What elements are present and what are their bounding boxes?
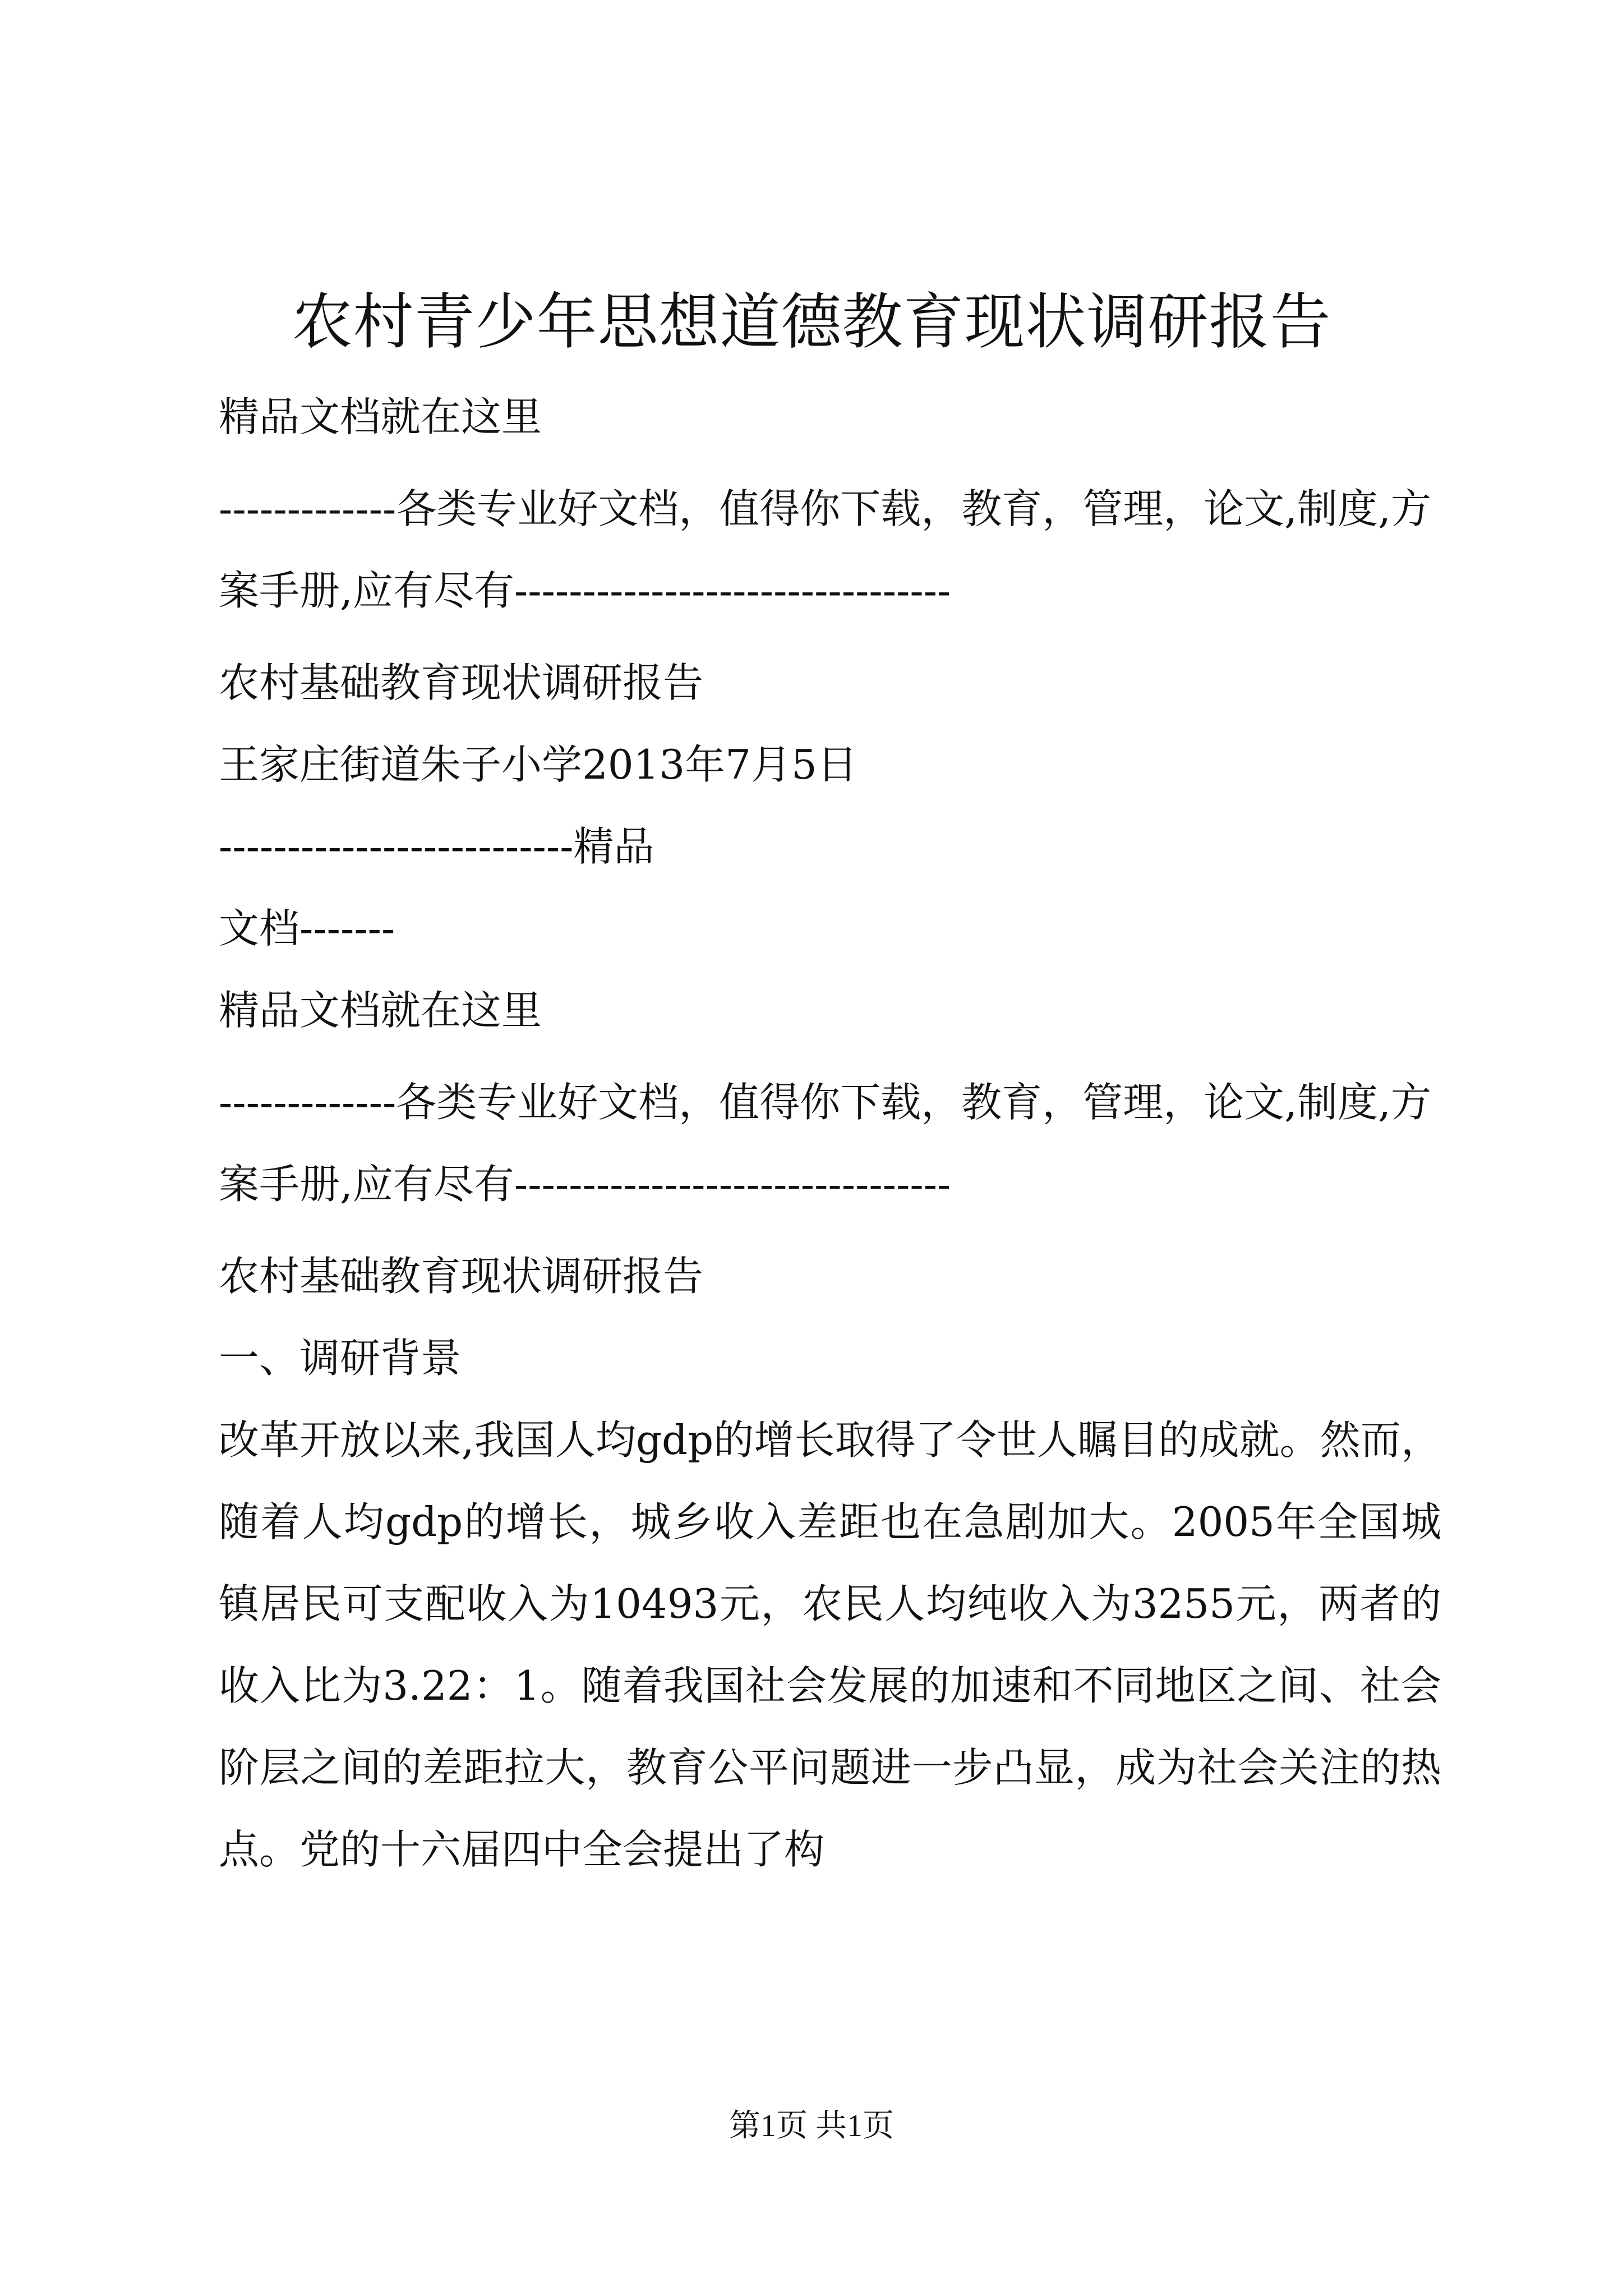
- paragraph-8: -------------各类专业好文档，值得你下载，教育，管理，论文,制度,方案手册,应有尽有--------------------------------: [219, 1079, 1432, 1208]
- paragraph-7: 精品文档就在这里: [219, 987, 542, 1034]
- paragraph-9: 农村基础教育现状调研报告: [219, 1253, 704, 1300]
- paragraph-4: 王家庄街道朱子小学2013年7月5日: [219, 741, 857, 788]
- document-title: 农村青少年思想道德教育现状调研报告: [292, 287, 1331, 357]
- paragraph-3: 农村基础教育现状调研报告: [219, 659, 704, 706]
- paragraph-11: 改革开放以来,我国人均gdp的增长取得了令世人瞩目的成就。然而，随着人均gdp的增长，城乡收入差距也在急剧加大。2005年全国城镇居民可支配收入为10493元，农民人均纯收入为3255元，两者的收入比为3.22：1。随着我国社会发展的加速和不同地区之间、社会阶层之间的差距拉大，教育公平问题进一步凸显，成为社会关注的热点。党的十六届四中全会提出了构: [219, 1416, 1441, 1873]
- paragraph-1: 精品文档就在这里: [219, 393, 542, 440]
- paragraph-10: 一、调研背景: [219, 1335, 462, 1382]
- paragraph-6: 文档-------: [219, 905, 395, 952]
- document-body: [219, 376, 1441, 1890]
- paragraph-5: --------------------------精品: [219, 823, 654, 870]
- paragraph-2: -------------各类专业好文档，值得你下载，教育，管理，论文,制度,方案手册,应有尽有--------------------------------: [219, 485, 1432, 614]
- page-footer: 第1页 共1页: [729, 2109, 894, 2143]
